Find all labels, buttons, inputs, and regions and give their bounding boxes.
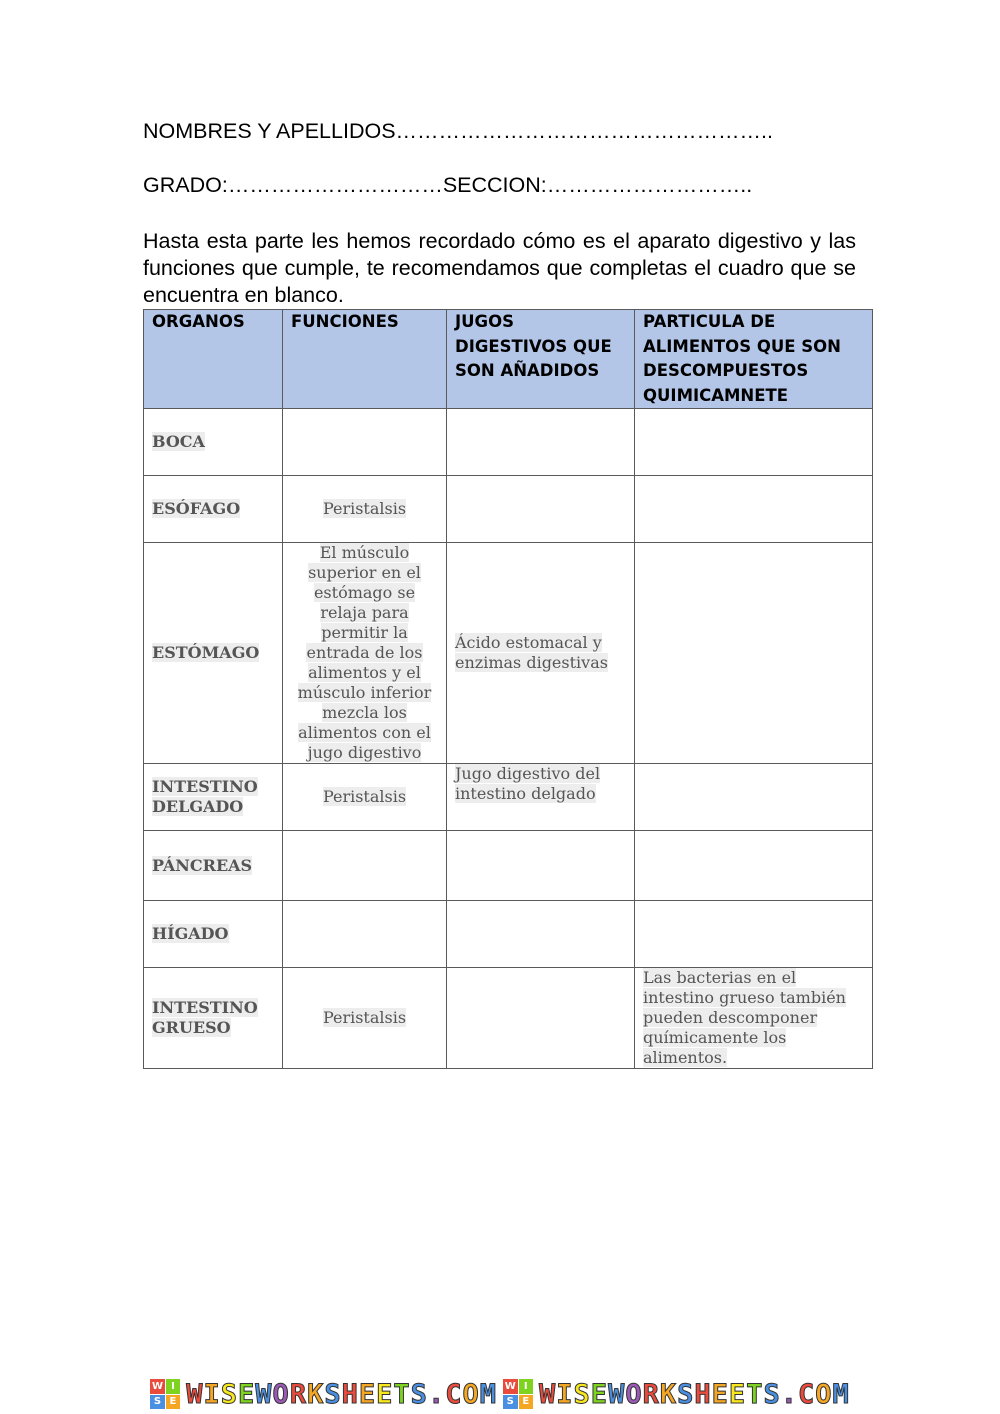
- header-jugos: JUGOS DIGESTIVOS QUE SON AÑADIDOS: [447, 310, 635, 409]
- watermark-letter: S: [410, 1378, 428, 1410]
- watermark-letter: R: [642, 1378, 660, 1410]
- particles-cell[interactable]: [635, 543, 873, 764]
- particles-cell: Las bacterias en el intestino grueso también pueden descomponer químicamente los alimentos.: [635, 968, 873, 1069]
- watermark-letter: W: [255, 1378, 273, 1410]
- table-row: [144, 764, 873, 831]
- watermark-letter: C: [445, 1378, 463, 1410]
- juices-cell[interactable]: [447, 901, 635, 968]
- organ-cell: BOCA: [144, 409, 283, 476]
- juices-cell[interactable]: [447, 968, 635, 1069]
- watermark-letter: O: [272, 1378, 290, 1410]
- watermark-letter: T: [393, 1378, 411, 1410]
- watermark-text: [539, 1379, 850, 1410]
- table-row: [144, 901, 873, 968]
- particles-cell[interactable]: [635, 831, 873, 901]
- names-line: NOMBRES Y APELLIDOS……………………………………………..: [143, 119, 773, 143]
- table-row: [144, 831, 873, 901]
- particles-cell[interactable]: [635, 764, 873, 831]
- watermark-letter: E: [358, 1378, 377, 1410]
- watermark-letter: W: [539, 1378, 557, 1410]
- table-row: [144, 476, 873, 543]
- watermark-footer: [0, 1374, 1000, 1414]
- watermark-letter: M: [832, 1378, 850, 1410]
- table-header-row: [144, 310, 873, 409]
- watermark-letter: K: [659, 1378, 678, 1410]
- watermark-letter: E: [711, 1378, 729, 1410]
- wise-logo-icon: W I S E: [503, 1379, 533, 1409]
- particles-cell[interactable]: [635, 476, 873, 543]
- watermark-letter: I: [203, 1378, 221, 1410]
- watermark-letter: O: [625, 1378, 643, 1410]
- table-row: [144, 968, 873, 1069]
- organ-cell: INTESTINO GRUESO: [144, 968, 283, 1069]
- watermark-letter: E: [238, 1378, 256, 1410]
- watermark-letter: T: [746, 1378, 764, 1410]
- watermark-letter: O: [462, 1378, 480, 1410]
- watermark-letter: K: [307, 1378, 325, 1410]
- juices-cell[interactable]: [447, 409, 635, 476]
- watermark-letter: S: [763, 1378, 781, 1410]
- function-cell[interactable]: [283, 409, 447, 476]
- watermark-letter: C: [797, 1378, 816, 1410]
- watermark-letter: O: [815, 1378, 833, 1410]
- function-cell[interactable]: [283, 901, 447, 968]
- watermark-letter: M: [479, 1378, 497, 1410]
- wise-logo-icon: W I S E: [150, 1379, 180, 1409]
- function-cell[interactable]: [283, 831, 447, 901]
- table-row: [144, 409, 873, 476]
- juices-cell[interactable]: [447, 476, 635, 543]
- header-funciones: FUNCIONES: [283, 310, 447, 409]
- organ-cell: HÍGADO: [144, 901, 283, 968]
- particles-cell[interactable]: [635, 409, 873, 476]
- watermark-letter: H: [694, 1378, 712, 1410]
- juices-cell[interactable]: [447, 831, 635, 901]
- function-cell: Peristalsis: [283, 764, 447, 831]
- watermark-letter: E: [728, 1378, 747, 1410]
- particles-cell[interactable]: [635, 901, 873, 968]
- instructions-paragraph: Hasta esta parte les hemos recordado cómo es el aparato digestivo y las funciones que cumple, te recomendamos que completas el cuadro que se encuentra en blanco.: [143, 229, 856, 307]
- watermark-letter: I: [556, 1378, 574, 1410]
- digestive-system-table: [143, 309, 873, 1069]
- function-cell: El músculo superior en el estómago se relaja para permitir la entrada de los alimentos y el músculo inferior mezcla los alimentos con el jugo digestivo: [283, 543, 447, 764]
- organ-cell: ESTÓMAGO: [144, 543, 283, 764]
- watermark-text: [186, 1379, 497, 1410]
- function-cell: Peristalsis: [283, 476, 447, 543]
- table-row: [144, 543, 873, 764]
- header-particulas: PARTICULA DE ALIMENTOS QUE SON DESCOMPUESTOS QUIMICAMNETE: [635, 310, 873, 409]
- watermark-letter: .: [427, 1378, 446, 1410]
- organ-cell: ESÓFAGO: [144, 476, 283, 543]
- watermark-letter: R: [289, 1378, 308, 1410]
- watermark-letter: S: [573, 1378, 591, 1410]
- watermark-letter: W: [186, 1378, 204, 1410]
- organ-cell: INTESTINO DELGADO: [144, 764, 283, 831]
- watermark-letter: S: [324, 1378, 342, 1410]
- header-organos: ORGANOS: [144, 310, 283, 409]
- watermark-letter: E: [590, 1378, 609, 1410]
- function-cell: Peristalsis: [283, 968, 447, 1069]
- organ-cell: PÁNCREAS: [144, 831, 283, 901]
- watermark-letter: E: [376, 1378, 394, 1410]
- watermark-letter: .: [780, 1378, 798, 1410]
- juices-cell: Ácido estomacal y enzimas digestivas: [447, 543, 635, 764]
- watermark-letter: S: [677, 1378, 695, 1410]
- watermark-letter: W: [608, 1378, 626, 1410]
- grade-section-line: GRADO:…………………………SECCION:………………………..: [143, 173, 753, 197]
- watermark-letter: S: [220, 1378, 239, 1410]
- juices-cell: Jugo digestivo del intestino delgado: [447, 764, 635, 831]
- watermark-letter: H: [341, 1378, 359, 1410]
